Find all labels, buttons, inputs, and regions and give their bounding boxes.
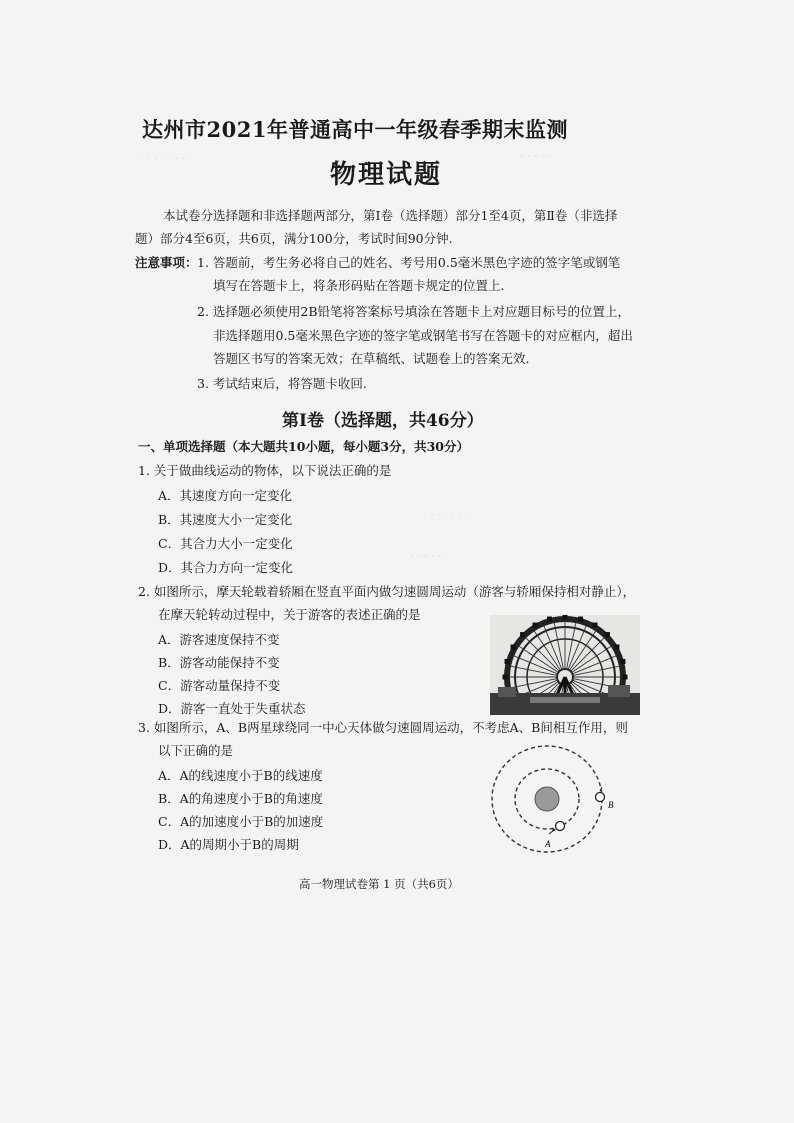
question-3-option-c: C．A的加速度小于B的加速度: [158, 814, 324, 829]
exam-page: · · · · · · · · · · · · · · · · · · · · · · · 达州市2021年普通高中一年级春季期末监测 物理试题 本试卷分选择题和非选择题两部分，第Ⅰ卷（选择题）部分1至4页，第Ⅱ卷（非选择 题）部分4至6页，共6页，满分100分，考试时间90分钟. 注意事项： 1. 答题前，考生务必将自己的姓名、考号用0.5毫米黑色字迹的签字笔或钢笔 填写在答题卡上，将条形码贴在答题卡规定的位置上. 2. 选择题必须使用2B铅笔将答案标号填涂在答题卡上对应题目标号的位置上， 非选择题用0.5毫米黑色字迹的签字笔或钢笔书写在答题卡的对应框内，超出 答题区书写的答案无效；在草稿纸、试题卷上的答案无效. 3. 考试结束后，将答题卡收回. 第Ⅰ卷（选择题，共46分） 一、单项选择题（本大题共10小题，每小题3分，共30分） 1. 关于做曲线运动的物体，以下说法正确的是 A．其速度方向一定变化 B．其速度大小一定变化 C．其合力大小一定变化 D．其合力方向一定变化 2. 如图所示，摩天轮载着轿厢在竖直平面内做匀速圆周运动（游客与轿厢保持相对静止）， 在摩天轮转动过程中，关于游客的表述正确的是 A．游客速度保持不变 B．游客动能保持不变 C．游客动量保持不变 D．游客一直处于失重状态 3. 如图所示，A、B两星球绕同一中心天体做匀速圆周运动，不考虑A、B间相互作用，则 以下正确的是 A．A的线速度小于B的线速度 B．A的角速度小于B的角速度 C．A的加速度小于B的加速度 D．A的周期小于B的周期 A B 高一物理试卷第 1 页（共6页）: [0, 0, 794, 1123]
label-b: B: [608, 800, 614, 810]
wheel-cabin: [533, 623, 538, 628]
question-2-stem-line-2: 在摩天轮转动过程中，关于游客的表述正确的是: [158, 607, 421, 622]
orbit-figure: [490, 742, 620, 857]
wheel-cabin: [614, 645, 619, 650]
note-2-line-1: 2. 选择题必须使用2B铅笔将答案标号填涂在答题卡上对应题目标号的位置上，: [197, 304, 631, 319]
wheel-cabin: [511, 645, 516, 650]
wheel-cabin: [547, 617, 552, 622]
question-2-option-a: A．游客速度保持不变: [158, 632, 280, 647]
exam-title: 达州市2021年普通高中一年级春季期末监测: [142, 117, 568, 142]
wheel-cabin: [605, 632, 610, 637]
question-3-option-b: B．A的角速度小于B的角速度: [158, 791, 323, 806]
page-footer: 高一物理试卷第 1 页（共6页）: [299, 877, 459, 891]
section-title: 第Ⅰ卷（选择题，共46分）: [282, 411, 484, 431]
question-2-option-b: B．游客动能保持不变: [158, 655, 280, 670]
question-1-option-b: B．其速度大小一定变化: [158, 512, 293, 527]
question-1-option-a: A．其速度方向一定变化: [158, 488, 293, 503]
label-a: A: [545, 839, 551, 849]
question-1-option-d: D．其合力方向一定变化: [158, 560, 294, 575]
wheel-cabin: [623, 675, 628, 680]
intro-line-2: 题）部分4至6页，共6页，满分100分，考试时间90分钟.: [135, 231, 453, 246]
planet-b: [596, 793, 605, 802]
central-body: [535, 787, 559, 811]
note-1-line-1: 1. 答题前，考生务必将自己的姓名、考号用0.5毫米黑色字迹的签字笔或钢笔: [197, 255, 621, 270]
ferris-wheel-figure: [490, 615, 640, 715]
question-3-stem-line-1: 3. 如图所示，A、B两星球绕同一中心天体做匀速圆周运动，不考虑A、B间相互作用，则: [138, 720, 628, 735]
wheel-cabin: [563, 615, 568, 620]
question-1-stem: 1. 关于做曲线运动的物体，以下说法正确的是: [138, 463, 392, 478]
question-2-stem-line-1: 2. 如图所示，摩天轮载着轿厢在竖直平面内做匀速圆周运动（游客与轿厢保持相对静止），: [138, 584, 636, 599]
question-2-option-c: C．游客动量保持不变: [158, 678, 281, 693]
note-3-line-1: 3. 考试结束后，将答题卡收回.: [197, 376, 367, 391]
question-3-option-a: A．A的线速度小于B的线速度: [158, 768, 323, 783]
wheel-cabin: [578, 617, 583, 622]
subject-title: 物理试题: [330, 160, 443, 190]
wheel-cabin: [503, 675, 508, 680]
part-heading: 一、单项选择题（本大题共10小题，每小题3分，共30分）: [138, 439, 469, 454]
note-2-line-2: 非选择题用0.5毫米黑色字迹的签字笔或钢笔书写在答题卡的对应框内，超出: [213, 328, 633, 343]
question-1-option-c: C．其合力大小一定变化: [158, 536, 293, 551]
wheel-cabin: [593, 623, 598, 628]
wheel-cabin: [620, 659, 625, 664]
question-2-option-d: D．游客一直处于失重状态: [158, 701, 306, 716]
note-1-line-2: 填写在答题卡上，将条形码贴在答题卡规定的位置上.: [213, 278, 505, 293]
note-2-line-3: 答题区书写的答案无效；在草稿纸、试题卷上的答案无效.: [213, 351, 530, 366]
question-3-stem-line-2: 以下正确的是: [158, 743, 234, 758]
planet-a: [556, 822, 565, 831]
intro-line-1: 本试卷分选择题和非选择题两部分，第Ⅰ卷（选择题）部分1至4页，第Ⅱ卷（非选择: [163, 208, 618, 223]
question-3-option-d: D．A的周期小于B的周期: [158, 837, 299, 852]
wheel-cabin: [505, 659, 510, 664]
wheel-cabin: [520, 632, 525, 637]
notes-label: 注意事项：: [135, 255, 198, 270]
